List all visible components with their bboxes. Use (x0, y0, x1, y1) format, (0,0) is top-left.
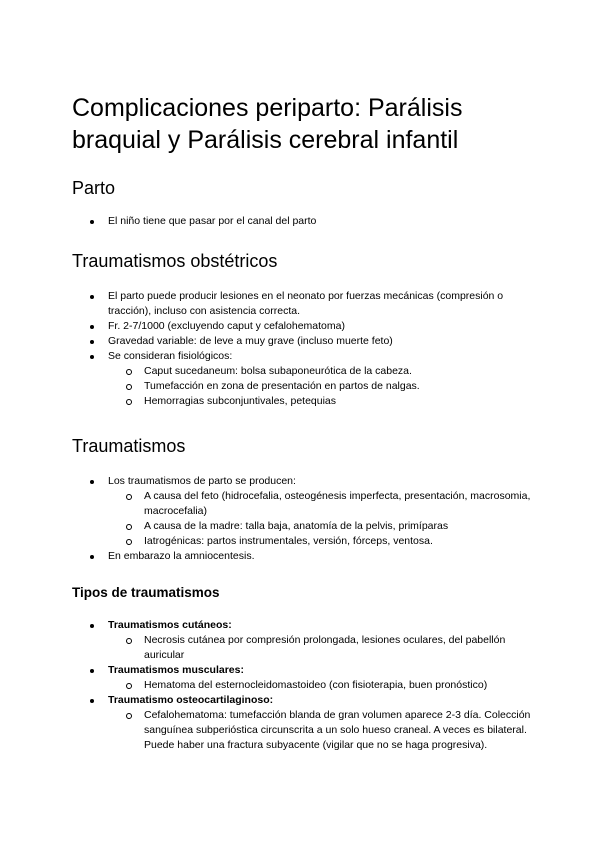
list-item: El parto puede producir lesiones en el neonato por fuerzas mecánicas (compresión o tracción), incluso con asistencia correcta. (72, 289, 532, 319)
sub-list-item: Caput sucedaneum: bolsa subaponeurótica de la cabeza. (108, 364, 532, 379)
osteocartilaginoso-sublist (108, 708, 532, 753)
sub-list-item: Necrosis cutánea por compresión prolongada, lesiones oculares, del pabellón auricular (108, 633, 532, 663)
list-item: El niño tiene que pasar por el canal del parto (72, 214, 532, 229)
hollow-bullet-icon (126, 399, 132, 405)
section-heading-traumatismos: Traumatismos (72, 436, 186, 456)
sub-list-item: Hemorragias subconjuntivales, petequias (108, 394, 532, 409)
hollow-bullet-icon (126, 539, 132, 545)
traumatismos-obstetricos-list (72, 289, 532, 409)
bullet-icon (90, 480, 94, 484)
sub-list-item: Cefalohematoma: tumefacción blanda de gran volumen aparece 2-3 día. Colección sanguínea subperióstica circunscrita a un solo hueso craneal. A veces es bilateral. Puede haber una fractura subyacente (vigilar que no se haga progresiva). (108, 708, 532, 753)
bullet-icon (90, 295, 94, 299)
hollow-bullet-icon (126, 713, 132, 719)
document-title: Complicaciones periparto: Parálisis braquial y Parálisis cerebral infantil (72, 94, 463, 154)
section-heading-tipos: Tipos de traumatismos (72, 585, 220, 600)
cutaneos-sublist (108, 633, 532, 663)
bullet-icon (90, 669, 94, 673)
bullet-icon (90, 699, 94, 703)
bullet-icon (90, 340, 94, 344)
list-item: Traumatismos cutáneos: Necrosis cutánea por compresión prolongada, lesiones oculares, del pabellón auricular (72, 618, 532, 663)
hollow-bullet-icon (126, 384, 132, 390)
bullet-icon (90, 325, 94, 329)
section-heading-parto: Parto (72, 178, 116, 198)
list-item: En embarazo la amniocentesis. (72, 549, 532, 564)
list-item: Traumatismo osteocartilaginoso: Cefalohematoma: tumefacción blanda de gran volumen aparece 2-3 día. Colección sanguínea subperióstica circunscrita a un solo hueso craneal. A veces es bilateral. Puede haber una fractura subyacente (vigilar que no se haga progresiva). (72, 693, 532, 753)
sub-list-item: A causa de la madre: talla baja, anatomía de la pelvis, primíparas (108, 519, 532, 534)
causas-sublist (108, 489, 532, 549)
tipos-list (72, 618, 532, 753)
sub-list-item: Hematoma del esternocleidomastoideo (con fisioterapia, buen pronóstico) (108, 678, 532, 693)
hollow-bullet-icon (126, 369, 132, 375)
hollow-bullet-icon (126, 524, 132, 530)
musculares-sublist (108, 678, 532, 693)
sub-list-item: A causa del feto (hidrocefalia, osteogénesis imperfecta, presentación, macrosomia, macrocefalia) (108, 489, 532, 519)
list-item: Traumatismos musculares: Hematoma del esternocleidomastoideo (con fisioterapia, buen pronóstico) (72, 663, 532, 693)
bullet-icon (90, 220, 94, 224)
sub-list-item: Tumefacción en zona de presentación en partos de nalgas. (108, 379, 532, 394)
section-heading-traumatismos-obstetricos: Traumatismos obstétricos (72, 251, 278, 271)
parto-list (72, 214, 532, 229)
list-item: Los traumatismos de parto se producen: A causa del feto (hidrocefalia, osteogénesis imperfecta, presentación, macrosomia, macrocefalia) A causa de la madre: talla baja, anatomía de la pelvis, primíparas Iatrogénicas: partos instrumentales, versión, fórceps, ventosa. (72, 474, 532, 549)
fisiologicos-sublist (108, 364, 532, 409)
list-item: Gravedad variable: de leve a muy grave (incluso muerte feto) (72, 334, 532, 349)
hollow-bullet-icon (126, 638, 132, 644)
document-page (72, 92, 532, 753)
bullet-icon (90, 355, 94, 359)
list-item: Fr. 2-7/1000 (excluyendo caput y cefalohematoma) (72, 319, 532, 334)
sub-list-item: Iatrogénicas: partos instrumentales, versión, fórceps, ventosa. (108, 534, 532, 549)
bullet-icon (90, 624, 94, 628)
list-item: Se consideran fisiológicos: Caput sucedaneum: bolsa subaponeurótica de la cabeza. Tumefacción en zona de presentación en partos de nalgas. Hemorragias subconjuntivales, petequias (72, 349, 532, 409)
hollow-bullet-icon (126, 494, 132, 500)
bullet-icon (90, 555, 94, 559)
traumatismos-list (72, 474, 532, 564)
hollow-bullet-icon (126, 683, 132, 689)
